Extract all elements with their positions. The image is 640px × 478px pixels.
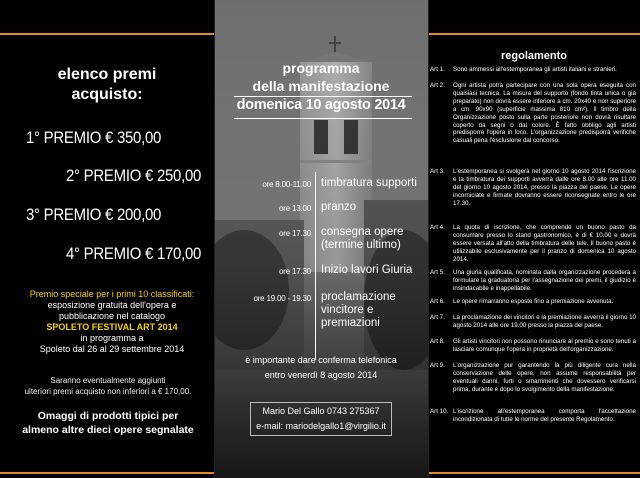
special-prize-line: Spoleto dal 26 al 29 settembre 2014 <box>39 344 185 354</box>
schedule-time: ore 17.30 <box>278 267 311 276</box>
program-title: programma <box>282 60 360 76</box>
article-number: Art 10. <box>430 408 449 415</box>
article <box>430 224 636 264</box>
program-subtitle: della manifestazione <box>252 78 390 94</box>
article-number: Art 7. <box>430 314 445 321</box>
article-number: Art 6. <box>430 298 445 305</box>
article-text: Gli artisti vincitori non possono rinunciare al premio e sono tenuti a lasciare comunque l'opera in proprietà dell'organizzazione. <box>453 338 636 353</box>
prizes-panel <box>0 0 214 478</box>
article-number: Art 3. <box>430 168 445 175</box>
article <box>430 338 636 354</box>
special-prize-line: esposizione gratuita dell'opera e <box>47 300 177 310</box>
contact-email: e-mail: mariodelgallo1@virgilio.it <box>256 421 386 431</box>
article-text: Le opere rimarranno esposte fino a premiazione avvenuta. <box>453 298 614 305</box>
article-number: Art 2. <box>430 82 445 89</box>
schedule-time: ore 8.00-11.00 <box>262 180 311 189</box>
article-text: L'estemporanea si svolgerà nel giorno 10 agosto 2014 l'iscrizione e la timbratura dei supporti avverrà dalle ore 8.00 alle ore 11.00 del giorno 10 agosto 2014, presso la piazza del paese. Le opere incorniciate e firmate dovranno essere riconsegnate entro le ore 17.30. <box>453 168 636 207</box>
article <box>430 269 636 293</box>
schedule-activity: pranzo <box>321 201 357 213</box>
orange-divider <box>0 472 214 474</box>
gifts-line: almeno altre dieci opere segnalate <box>22 424 194 436</box>
article-number: Art 4. <box>430 224 445 231</box>
article-text: Una giuria qualificata, nominata dalla organizzazione procederà a formulare la graduatoria per l'assegnazione dei premi, il giudizio è insindacabile e inappellabile. <box>453 269 636 292</box>
prize-3: 3° PREMIO € 200,00 <box>26 205 162 224</box>
orange-divider <box>428 33 640 35</box>
prize-1: 1° PREMIO € 350,00 <box>26 128 162 147</box>
further-prizes-line: Saranno eventualmente aggiunti <box>50 376 166 385</box>
prize-2: 2° PREMIO € 250,00 <box>66 166 202 185</box>
schedule-divider <box>315 172 316 360</box>
special-prize-heading: Premio speciale per i primi 10 classificati: <box>29 289 195 299</box>
article <box>430 82 636 145</box>
phone-confirmation-note <box>214 353 428 383</box>
article <box>430 408 636 424</box>
article-number: Art 9. <box>430 362 445 369</box>
schedule-time: ore 13.00 <box>278 204 311 213</box>
orange-divider <box>0 33 214 35</box>
article <box>430 314 636 330</box>
article-text: La quota di iscrizione, che comprende un buono pasto da consumare presso lo stand gastronomico, è di € 10,00 e dovrà essere versata all'atto della timbratura delle tele. Il buono pasto è utilizzabile esclusivamente per il pranzo di domenica 10 agosto 2014. <box>453 224 636 263</box>
fold-line <box>428 0 429 478</box>
article-text: Ogni artista potrà partecipare con una sola opera eseguita con qualsiasi tecnica. La misura del supporto (fondo tinta unica o già preparato) non dovrà essere inferiore a cm. 20x40 e non superiore a cm. 90x90 (superficie massima 810 cm²). Il timbro della Organizzazione posto sulla parte posteriore non dovrà risultare coperto da segni o dal colore. È fatto obbligo agli artisti predisporre l'opera in loco. L'organizzazione predisporrà verifiche casuali pena l'esclusione dal concorso. <box>453 82 636 145</box>
schedule-activity: timbratura supporti <box>321 177 417 189</box>
article-text: L'iscrizione all'estemporanea comporta l'accettazione incondizionata di tutte le norme del presente Regolamento. <box>453 408 636 423</box>
fold-line <box>214 0 215 478</box>
program-panel <box>214 0 428 478</box>
event-date: domenica 10 agosto 2014 <box>236 97 406 113</box>
article <box>430 66 636 74</box>
schedule-activity: Inizio lavori Giuria <box>321 264 413 276</box>
special-prize-note <box>16 289 208 355</box>
article-number: Art 5. <box>430 269 445 276</box>
article-number: Art 8. <box>430 338 445 345</box>
article <box>430 168 636 208</box>
article-text: La proclamazione dei vincitori e la premiazione avverrà il giorno 10 agosto 2014 alle ore 19.00 presso la piazza del paese. <box>453 314 636 329</box>
phone-note-line: entro venerdì 8 agosto 2014 <box>264 370 378 380</box>
gifts-note <box>6 409 210 437</box>
special-prize-line: in programma a <box>80 333 144 343</box>
article-text: Sono ammessi all'estemporanea gli artisti italiani e stranieri. <box>453 66 617 73</box>
schedule-time: ore 17.30 <box>278 229 311 238</box>
prizes-title <box>0 65 214 105</box>
article <box>430 298 636 306</box>
schedule-activity: consegna opere (termine ultimo) <box>321 226 404 251</box>
title-rule <box>234 118 412 119</box>
article-text: L'organizzazione pur garantendo la più diligente cura nella conservazione delle opere, non assume responsabilità per eventuali danni, furti o smarrimenti che dovessero verificarsi prima, durante e dopo lo svolgimento della manifestazione. <box>453 362 636 393</box>
orange-divider <box>428 472 640 474</box>
contact-phone: Mario Del Gallo 0743 275367 <box>262 406 380 416</box>
regulations-title: regolamento <box>500 50 567 62</box>
article <box>430 362 636 394</box>
further-prizes-line: ulteriori premi acquisto non inferiori a € 170,00. <box>24 386 192 396</box>
regulations-panel <box>428 0 640 478</box>
article-number: Art 1. <box>430 66 445 73</box>
gifts-line: Omaggi di prodotti tipici per <box>37 410 179 422</box>
further-prizes-note <box>6 376 210 397</box>
special-prize-line: pubblicazione nel catalogo <box>58 311 166 321</box>
phone-note-line: è importante dare conferma telefonica <box>245 355 397 365</box>
prize-4: 4° PREMIO € 170,00 <box>66 244 202 263</box>
prizes-title-line: acquisto: <box>71 86 143 103</box>
prizes-title-line: elenco premi <box>57 66 157 83</box>
festival-name: SPOLETO FESTIVAL ART 2014 <box>46 322 178 332</box>
schedule-time: ore 19.00 - 19.30 <box>253 294 311 303</box>
schedule-activity: proclamazione vincitore e premiazioni <box>321 291 396 329</box>
